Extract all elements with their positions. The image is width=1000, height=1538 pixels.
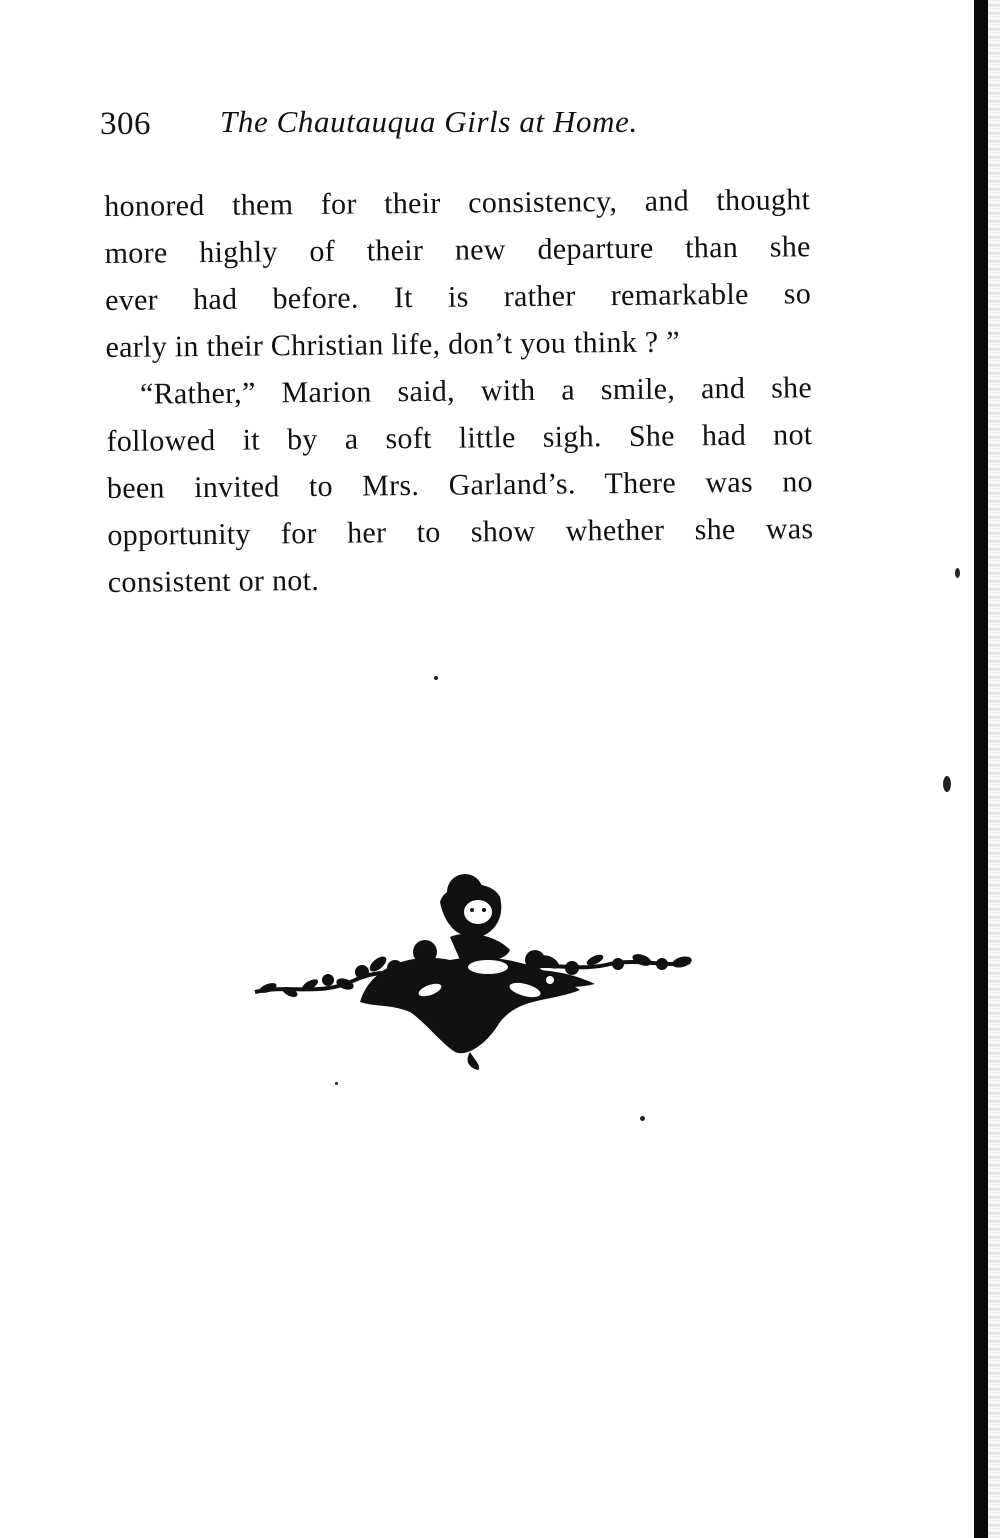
- print-speck: [640, 1116, 645, 1121]
- print-speck: [335, 1082, 338, 1085]
- text-line: opportunity for her to show whether she was: [107, 512, 814, 552]
- print-speck: [943, 776, 951, 792]
- ornament-cherub-flowers: [250, 872, 700, 1072]
- text-line: early in their Christian life, don’t you think ? ”: [105, 325, 681, 364]
- text-line: “Rather,” Marion said, with a smile, and she: [139, 371, 813, 411]
- text-line: honored them for their consistency, and thought: [104, 183, 811, 223]
- print-speck: [955, 568, 960, 578]
- running-title: The Chautauqua Girls at Home.: [220, 104, 638, 139]
- body-text: [104, 176, 814, 606]
- page-edge: [974, 0, 988, 1538]
- page-edge-shadow: [988, 0, 1000, 1538]
- running-head: [100, 100, 720, 150]
- text-line: more highly of their new departure than she: [104, 230, 811, 270]
- page-number: 306: [100, 106, 151, 142]
- print-speck: [434, 676, 438, 680]
- text-line: ever had before. It is rather remarkable so: [104, 277, 812, 317]
- text-line: followed it by a soft little sigh. She had not: [106, 418, 813, 458]
- text-line: consistent or not.: [107, 563, 320, 599]
- text-line: been invited to Mrs. Garland’s. There was no: [106, 465, 814, 505]
